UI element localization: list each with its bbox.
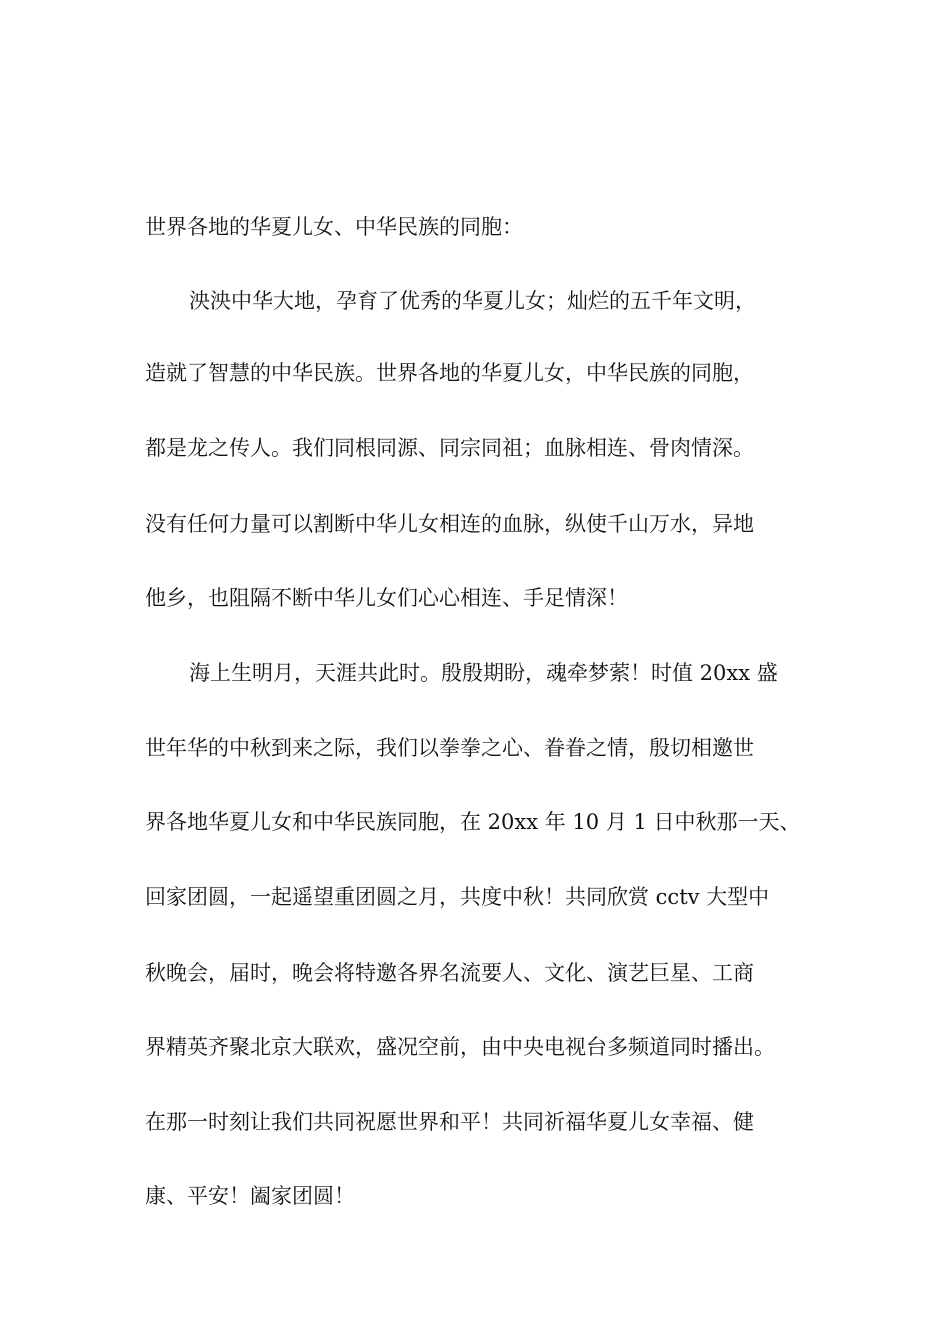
paragraph-2-line-2: 世年华的中秋到来之际，我们以拳拳之心、眷眷之情，殷切相邀世 <box>145 736 754 760</box>
paragraph-2-line-8: 康、平安！阖家团圆！ <box>145 1184 355 1208</box>
paragraph-1-line-3: 都是龙之传人。我们同根同源、同宗同祖；血脉相连、骨肉情深。 <box>145 436 754 460</box>
paragraph-2-line-5: 秋晚会，届时，晚会将特邀各界名流要人、文化、演艺巨星、工商 <box>145 961 754 985</box>
paragraph-1-line-4: 没有任何力量可以割断中华儿女相连的血脉，纵使千山万水，异地 <box>145 512 754 536</box>
paragraph-1-line-2: 造就了智慧的中华民族。世界各地的华夏儿女，中华民族的同胞， <box>145 361 754 385</box>
salutation: 世界各地的华夏儿女、中华民族的同胞： <box>145 215 523 239</box>
paragraph-2-line-3: 界各地华夏儿女和中华民族同胞，在 20xx 年 10 月 1 日中秋那一天、 <box>145 810 801 834</box>
paragraph-2-line-7: 在那一时刻让我们共同祝愿世界和平！共同祈福华夏儿女幸福、健 <box>145 1110 754 1134</box>
paragraph-1-line-1: 泱泱中华大地，孕育了优秀的华夏儿女；灿烂的五千年文明， <box>189 289 756 313</box>
paragraph-1-line-5: 他乡，也阻隔不断中华儿女们心心相连、手足情深！ <box>145 586 628 610</box>
paragraph-2-line-1: 海上生明月，天涯共此时。殷殷期盼，魂牵梦萦！时值 20xx 盛 <box>189 661 778 685</box>
paragraph-2-line-4: 回家团圆，一起遥望重团圆之月，共度中秋！共同欣赏 cctv 大型中 <box>145 885 770 909</box>
paragraph-2-line-6: 界精英齐聚北京大联欢，盛况空前，由中央电视台多频道同时播出。 <box>145 1035 775 1059</box>
